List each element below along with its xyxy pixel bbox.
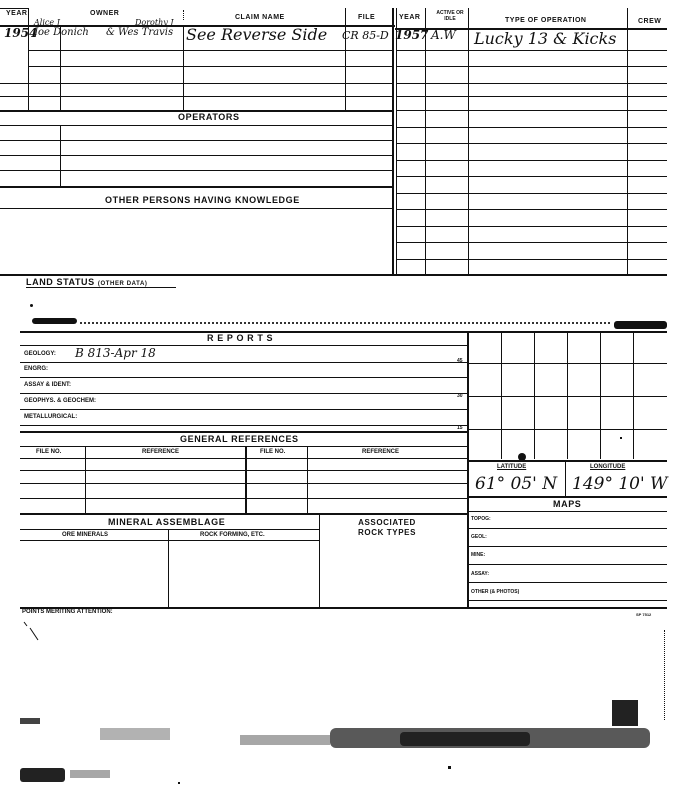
report-label-engrg: ENGRG: xyxy=(24,366,48,372)
entry-owner: Joe Donich xyxy=(34,27,89,38)
col-type-of-operation: TYPE OF OPERATION xyxy=(505,17,587,24)
reports-title: R E P O R T S xyxy=(207,333,274,343)
operators-title: OPERATORS xyxy=(178,112,240,122)
report-label-geology: GEOLOGY: xyxy=(24,351,56,357)
scale-45: 45 xyxy=(457,358,463,364)
scale-15: 15 xyxy=(457,425,463,431)
ref-reference: REFERENCE xyxy=(142,449,180,455)
latitude-label: LATITUDE xyxy=(497,464,527,470)
col-file: FILE xyxy=(358,14,376,21)
points-label: POINTS MERITING ATTENTION: xyxy=(22,609,113,615)
mineral-title: MINERAL ASSEMBLAGE xyxy=(108,517,226,527)
map-mine: MINE: xyxy=(471,552,486,558)
report-label-metallurgical: METALLURGICAL: xyxy=(24,414,78,420)
longitude-value: 149° 10' W xyxy=(572,474,668,494)
col-claim-name: CLAIM NAME xyxy=(235,14,285,21)
report-label-assay: ASSAY & IDENT: xyxy=(24,382,72,388)
form-number: SP 7512 xyxy=(636,612,652,617)
entry-claim-name: See Reverse Side xyxy=(186,25,328,44)
ore-minerals-label: ORE MINERALS xyxy=(62,532,109,538)
map-assay: ASSAY: xyxy=(471,571,490,577)
col-year2: YEAR xyxy=(399,14,421,21)
scan-mark xyxy=(32,318,77,324)
scale-30: 30 xyxy=(457,393,463,399)
entry-year2: 1957 xyxy=(395,28,429,42)
map-geol: GEOL: xyxy=(471,534,487,540)
report-value-geology: B 813-Apr 18 xyxy=(75,346,156,360)
maps-title: MAPS xyxy=(553,499,582,509)
map-topog: TOPOG: xyxy=(471,516,491,522)
scan-mark xyxy=(614,321,667,329)
latitude-value: 61° 05' N xyxy=(475,474,558,494)
ref-file-no: FILE NO. xyxy=(36,449,62,455)
ref-reference-2: REFERENCE xyxy=(362,449,400,455)
rock-forming-label: ROCK FORMING, ETC. xyxy=(200,532,265,538)
general-references-title: GENERAL REFERENCES xyxy=(180,434,299,444)
other-persons-title: OTHER PERSONS HAVING KNOWLEDGE xyxy=(105,195,300,205)
col-crew: CREW xyxy=(638,18,662,25)
entry-owner2: Wes Travis xyxy=(118,27,174,38)
longitude-label: LONGITUDE xyxy=(590,464,626,470)
col-active-idle: ACTIVE OR IDLE xyxy=(436,10,464,22)
associated-rock-types: ASSOCIATED ROCK TYPES xyxy=(358,518,417,537)
entry-file: CR 85-D xyxy=(342,29,389,42)
col-owner: OWNER xyxy=(90,10,120,17)
entry-type-of-operation: Lucky 13 & Kicks xyxy=(474,29,617,48)
entry-year: 1954 xyxy=(4,26,38,40)
report-label-geophys: GEOPHYS. & GEOCHEM: xyxy=(24,398,97,404)
entry-owner-top: Alice J xyxy=(34,18,60,27)
ref-file-no-2: FILE NO. xyxy=(260,449,286,455)
entry-active-idle: A.W xyxy=(431,28,456,42)
entry-owner-sep: & xyxy=(106,27,115,38)
stray-mark xyxy=(22,620,42,642)
col-year: YEAR xyxy=(6,10,28,17)
map-other: OTHER (& PHOTOS) xyxy=(471,589,520,595)
entry-owner2-top: Dorothy J xyxy=(135,18,174,27)
land-status-label: LAND STATUS (OTHER DATA) xyxy=(26,277,148,287)
